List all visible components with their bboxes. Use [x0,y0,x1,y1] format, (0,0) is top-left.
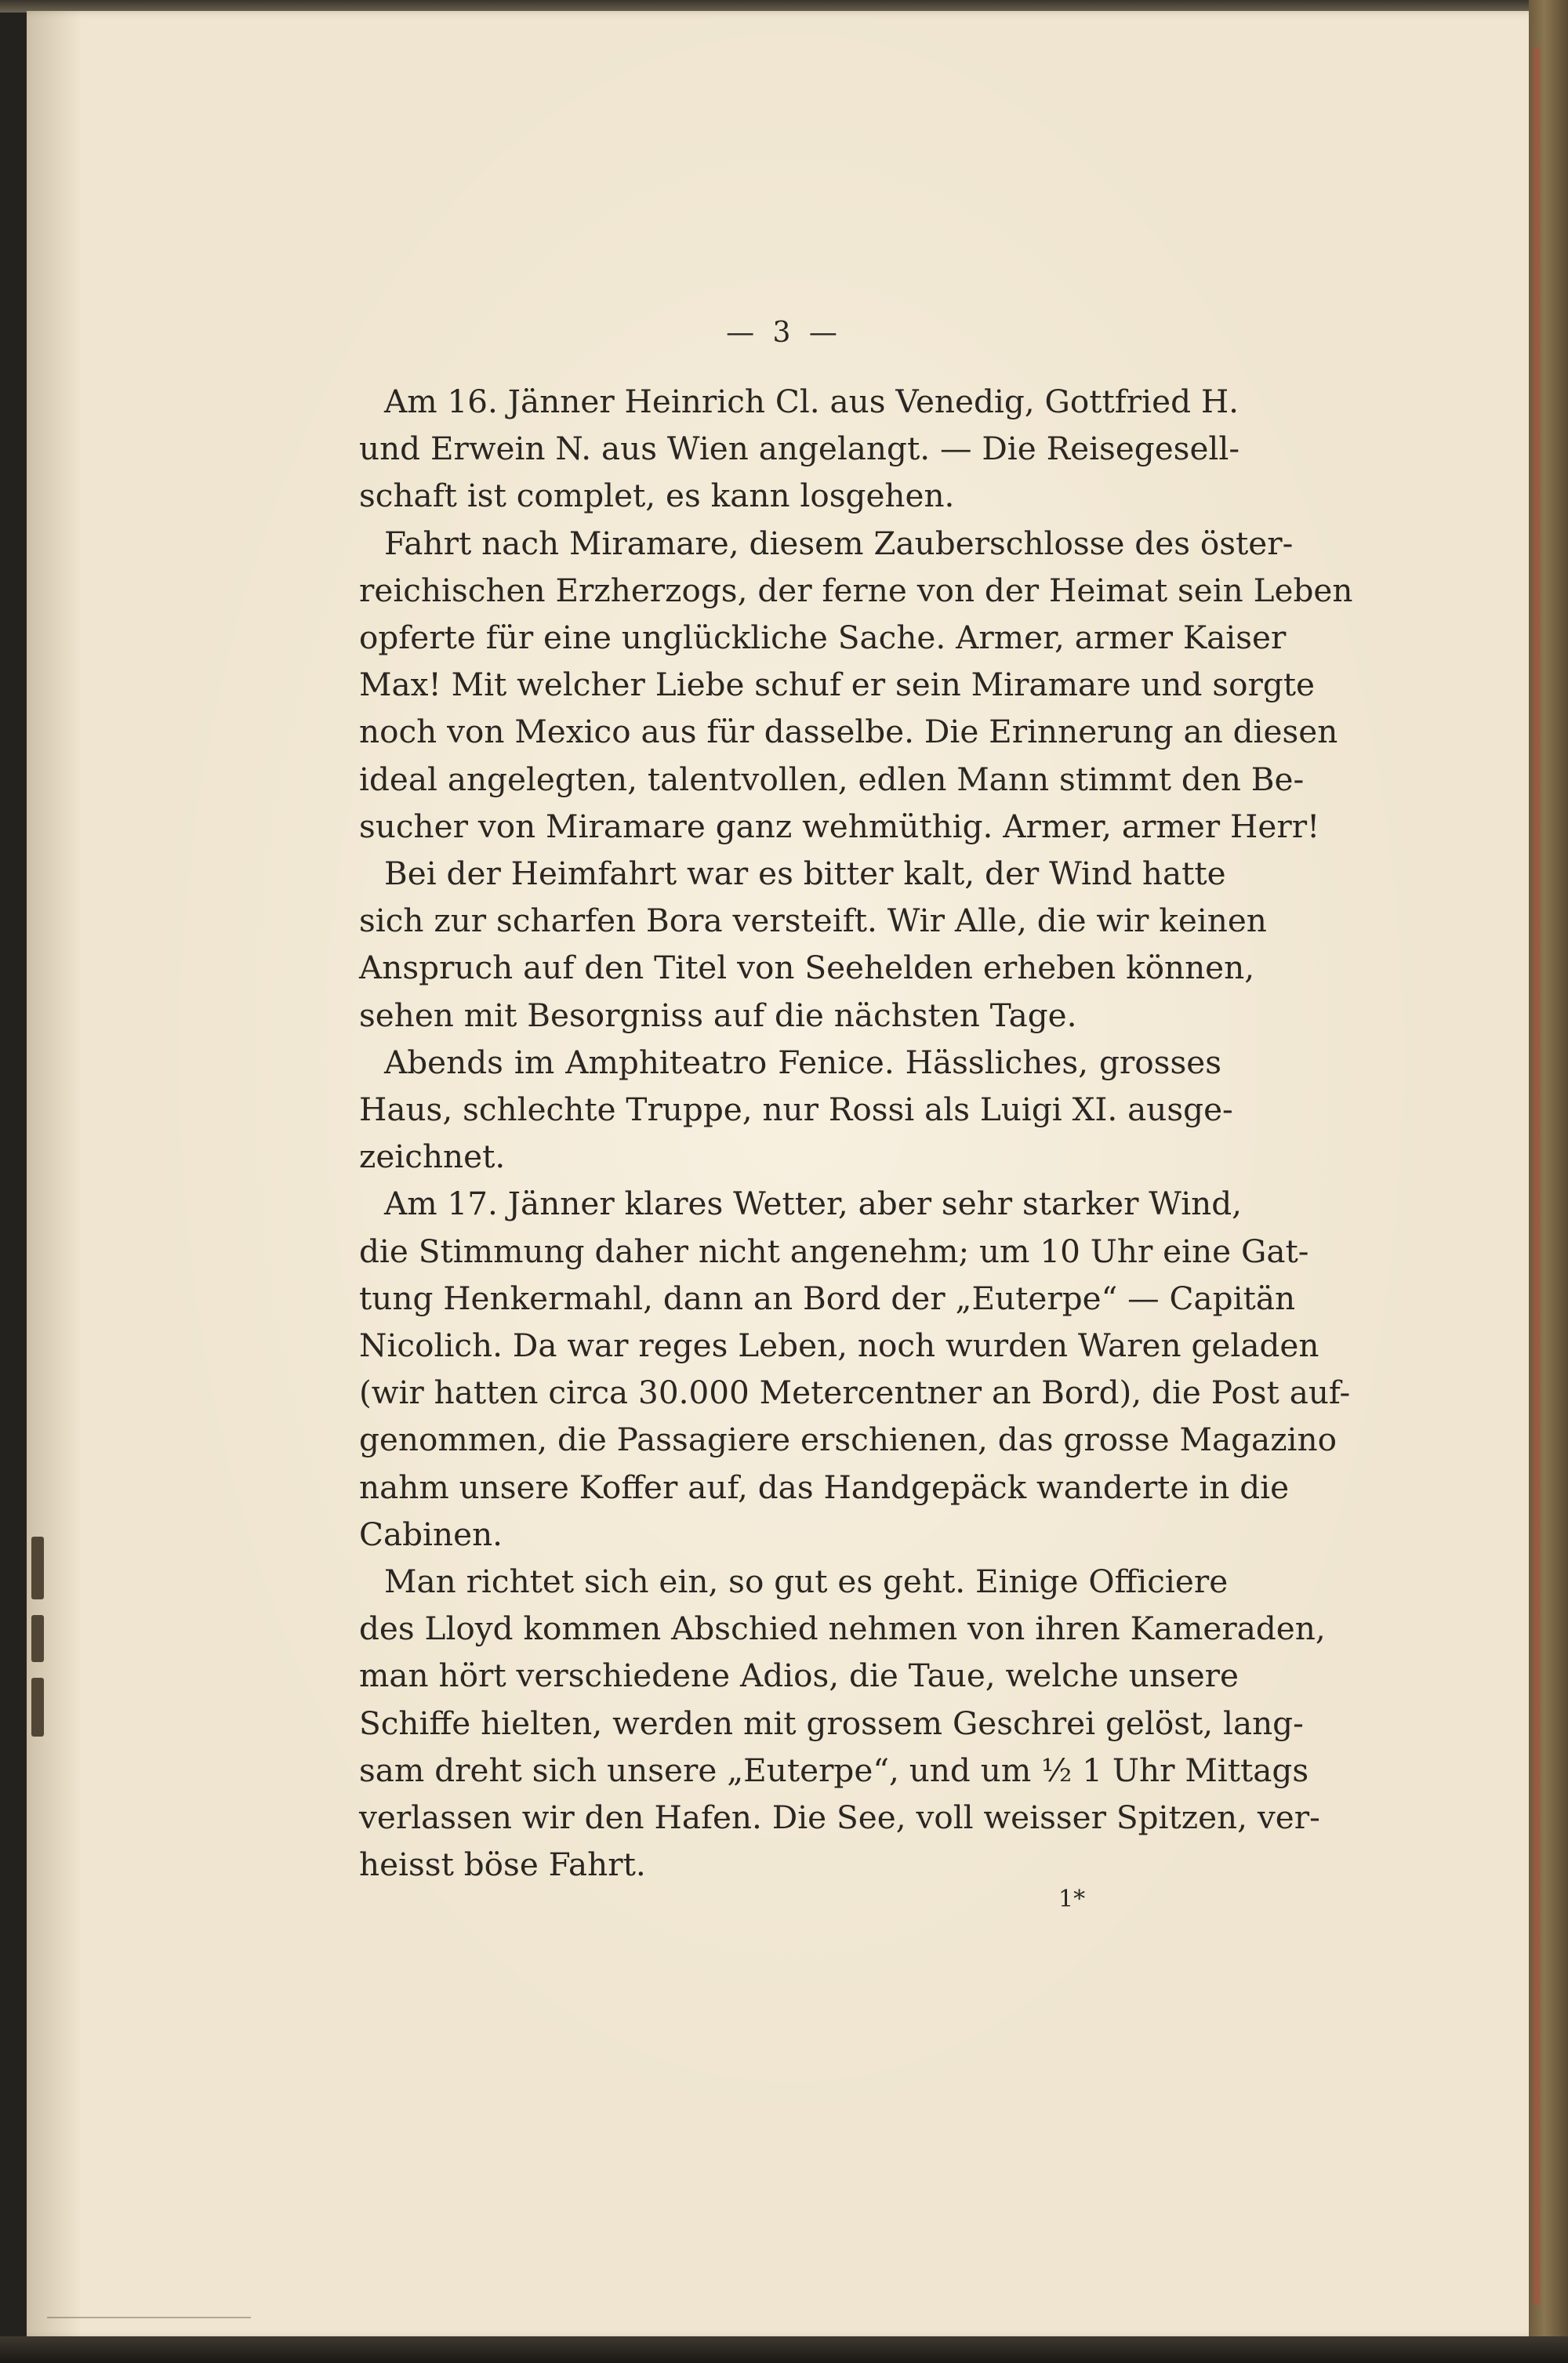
text-line: genommen, die Passagiere erschienen, das grosse Magazino [359,1421,1337,1459]
text-line: Abends im Amphiteatro Fenice. Hässliches, grosses [384,1043,1221,1081]
text-line: sam dreht sich unsere „Euterpe“, und um ½ 1 Uhr Mittags [359,1751,1309,1789]
text-line: und Erwein N. aus Wien angelangt. — Die Reisegesell- [359,430,1240,468]
paragraph [359,1558,1326,1888]
text-line: noch von Mexico aus für dasselbe. Die Erinnerung an diesen [359,713,1338,751]
text-line: schaft ist complet, es kann losgehen. [359,477,955,515]
book-bottom-edge [0,2336,1568,2363]
text-line: Schiffe hielten, werden mit grossem Geschrei gelöst, lang- [359,1704,1304,1742]
text-line: reichischen Erzherzogs, der ferne von der Heimat sein Leben [359,571,1353,609]
text-line: sehen mit Besorgniss auf die nächsten Tage. [359,996,1077,1034]
paragraph [359,1039,1233,1181]
text-line: Man richtet sich ein, so gut es geht. Einige Officiere [384,1563,1229,1601]
text-line: Fahrt nach Miramare, diesem Zauberschlosse des öster- [384,524,1294,562]
text-line: ideal angelegten, talentvollen, edlen Mann stimmt den Be- [359,760,1305,798]
text-line: Anspruch auf den Titel von Seehelden erheben können, [359,949,1255,987]
text-line: Am 17. Jänner klares Wetter, aber sehr starker Wind, [384,1185,1243,1223]
text-line: die Stimmung daher nicht angenehm; um 10 Uhr eine Gat- [359,1232,1309,1270]
paragraph [359,1180,1351,1558]
red-edge-band [1534,47,1540,2305]
text-line: Max! Mit welcher Liebe schuf er sein Miramare und sorgte [359,666,1316,704]
text-line: des Lloyd kommen Abschied nehmen von ihren Kameraden, [359,1610,1326,1648]
page-crease [47,2317,251,2318]
text-line: man hört verschiedene Adios, die Taue, welche unsere [359,1657,1239,1695]
body-text [359,378,1353,1889]
paragraph [359,520,1353,850]
text-line: heisst böse Fahrt. [359,1846,646,1884]
text-line: zeichnet. [359,1138,506,1176]
text-line: Cabinen. [359,1515,503,1553]
text-line: verlassen wir den Hafen. Die See, voll weisser Spitzen, ver- [359,1799,1320,1837]
binding-stitch-mark [31,1537,44,1599]
text-line: opferte für eine unglückliche Sache. Armer, armer Kaiser [359,619,1287,657]
text-line: nahm unsere Koffer auf, das Handgepäck wanderte in die [359,1468,1290,1506]
signature-mark: 1* [1058,1886,1086,1913]
text-line: Bei der Heimfahrt war es bitter kalt, der Wind hatte [384,855,1226,893]
binding-stitch-mark [31,1678,44,1737]
book-spine-edge [1529,0,1568,2363]
text-line: sich zur scharfen Bora versteift. Wir Alle, die wir keinen [359,902,1267,940]
text-line: Haus, schlechte Truppe, nur Rossi als Luigi XI. ausge- [359,1091,1233,1129]
text-line: Am 16. Jänner Heinrich Cl. aus Venedig, Gottfried H. [384,383,1240,420]
text-line: Nicolich. Da war reges Leben, noch wurden Waren geladen [359,1327,1319,1365]
paragraph [359,378,1240,520]
page-number: — 3 — [726,317,842,349]
text-line: sucher von Miramare ganz wehmüthig. Armer, armer Herr! [359,807,1320,845]
text-line: (wir hatten circa 30.000 Metercentner an Bord), die Post auf- [359,1374,1351,1412]
paragraph [359,850,1267,1039]
binding-stitch-mark [31,1615,44,1662]
text-line: tung Henkermahl, dann an Bord der „Euterpe“ — Capitän [359,1279,1296,1317]
